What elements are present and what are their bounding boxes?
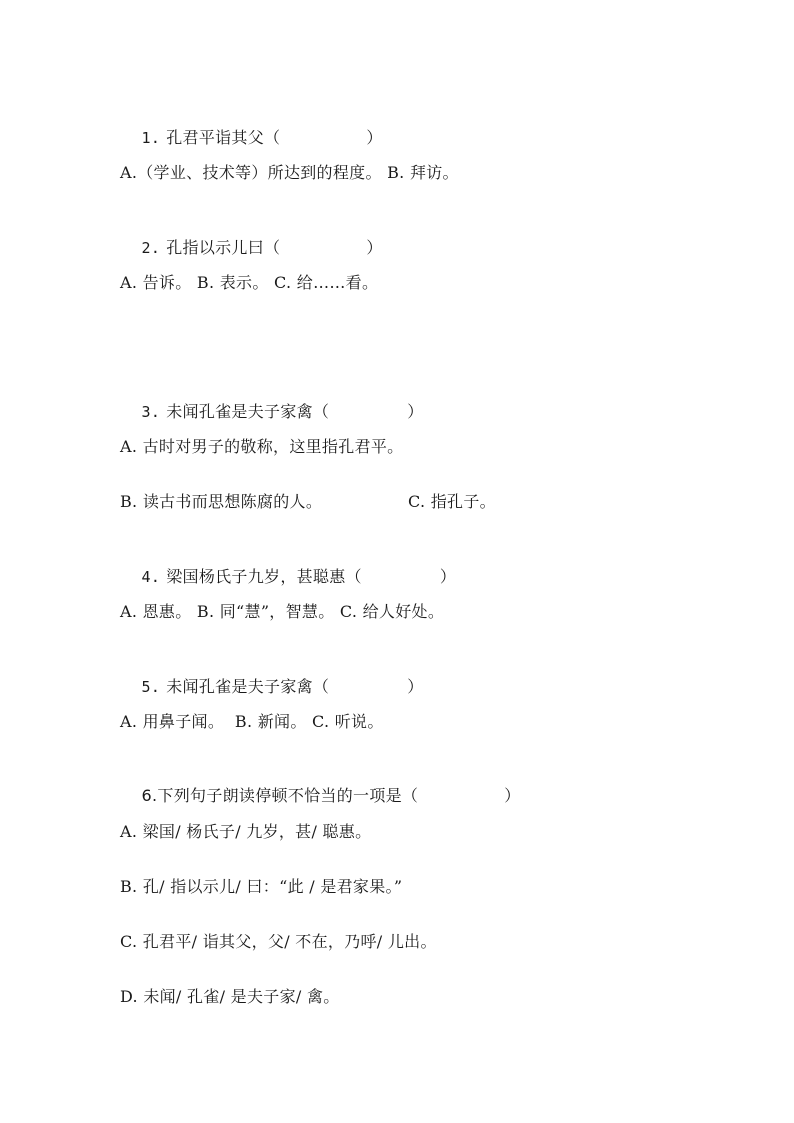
question-2-options: A. 告诉。 B. 表示。 C. 给……看。 <box>120 273 379 292</box>
question-3-option-c: C. 指孔子。 <box>408 492 496 511</box>
question-number: 2. <box>141 239 161 257</box>
question-5 <box>120 657 424 717</box>
question-close-paren: ） <box>366 238 383 257</box>
question-6-option-b: B. 孔/ 指以示儿/ 曰：“此 / 是君家果。” <box>120 877 403 896</box>
question-stem: 孔指以示儿曰（ <box>166 238 281 257</box>
question-6-option-c: C. 孔君平/ 诣其父，父/ 不在，乃呼/ 儿出。 <box>120 932 437 951</box>
question-4 <box>120 547 456 607</box>
question-6-option-d: D. 未闻/ 孔雀/ 是夫子家/ 禽。 <box>120 987 340 1006</box>
question-stem: 未闻孔雀是夫子家禽（ <box>166 677 330 696</box>
question-close-paren: ） <box>439 567 457 586</box>
question-stem: 梁国杨氏子九岁，甚聪惠（ <box>166 567 362 586</box>
question-6 <box>120 766 521 826</box>
question-3-option-b: B. 读古书而思想陈腐的人。 <box>120 492 323 511</box>
question-3 <box>120 382 424 442</box>
question-number: 1. <box>141 129 161 147</box>
question-1 <box>120 108 383 168</box>
question-number: 3. <box>141 403 161 421</box>
question-4-options: A. 恩惠。 B. 同“慧”，智慧。 C. 给人好处。 <box>120 602 445 621</box>
question-3-option-a: A. 古时对男子的敬称，这里指孔君平。 <box>120 437 404 456</box>
question-6-option-a: A. 梁国/ 杨氏子/ 九岁，甚/ 聪惠。 <box>120 822 372 841</box>
question-stem: 孔君平诣其父（ <box>166 128 281 147</box>
question-number: 5. <box>141 678 161 696</box>
question-close-paren: ） <box>366 128 383 147</box>
question-close-paren: ） <box>407 677 424 696</box>
question-2 <box>120 218 383 278</box>
question-close-paren: ） <box>407 402 424 421</box>
question-5-options: A. 用鼻子闻。 B. 新闻。 C. 听说。 <box>120 712 384 731</box>
question-close-paren: ） <box>504 786 521 805</box>
question-stem: 未闻孔雀是夫子家禽（ <box>166 402 330 421</box>
question-1-options: A.（学业、技术等）所达到的程度。 B. 拜访。 <box>120 163 459 182</box>
question-number: 4. <box>141 568 161 586</box>
question-number: 6. <box>141 786 158 805</box>
question-stem: 下列句子朗读停顿不恰当的一项是（ <box>157 786 419 805</box>
